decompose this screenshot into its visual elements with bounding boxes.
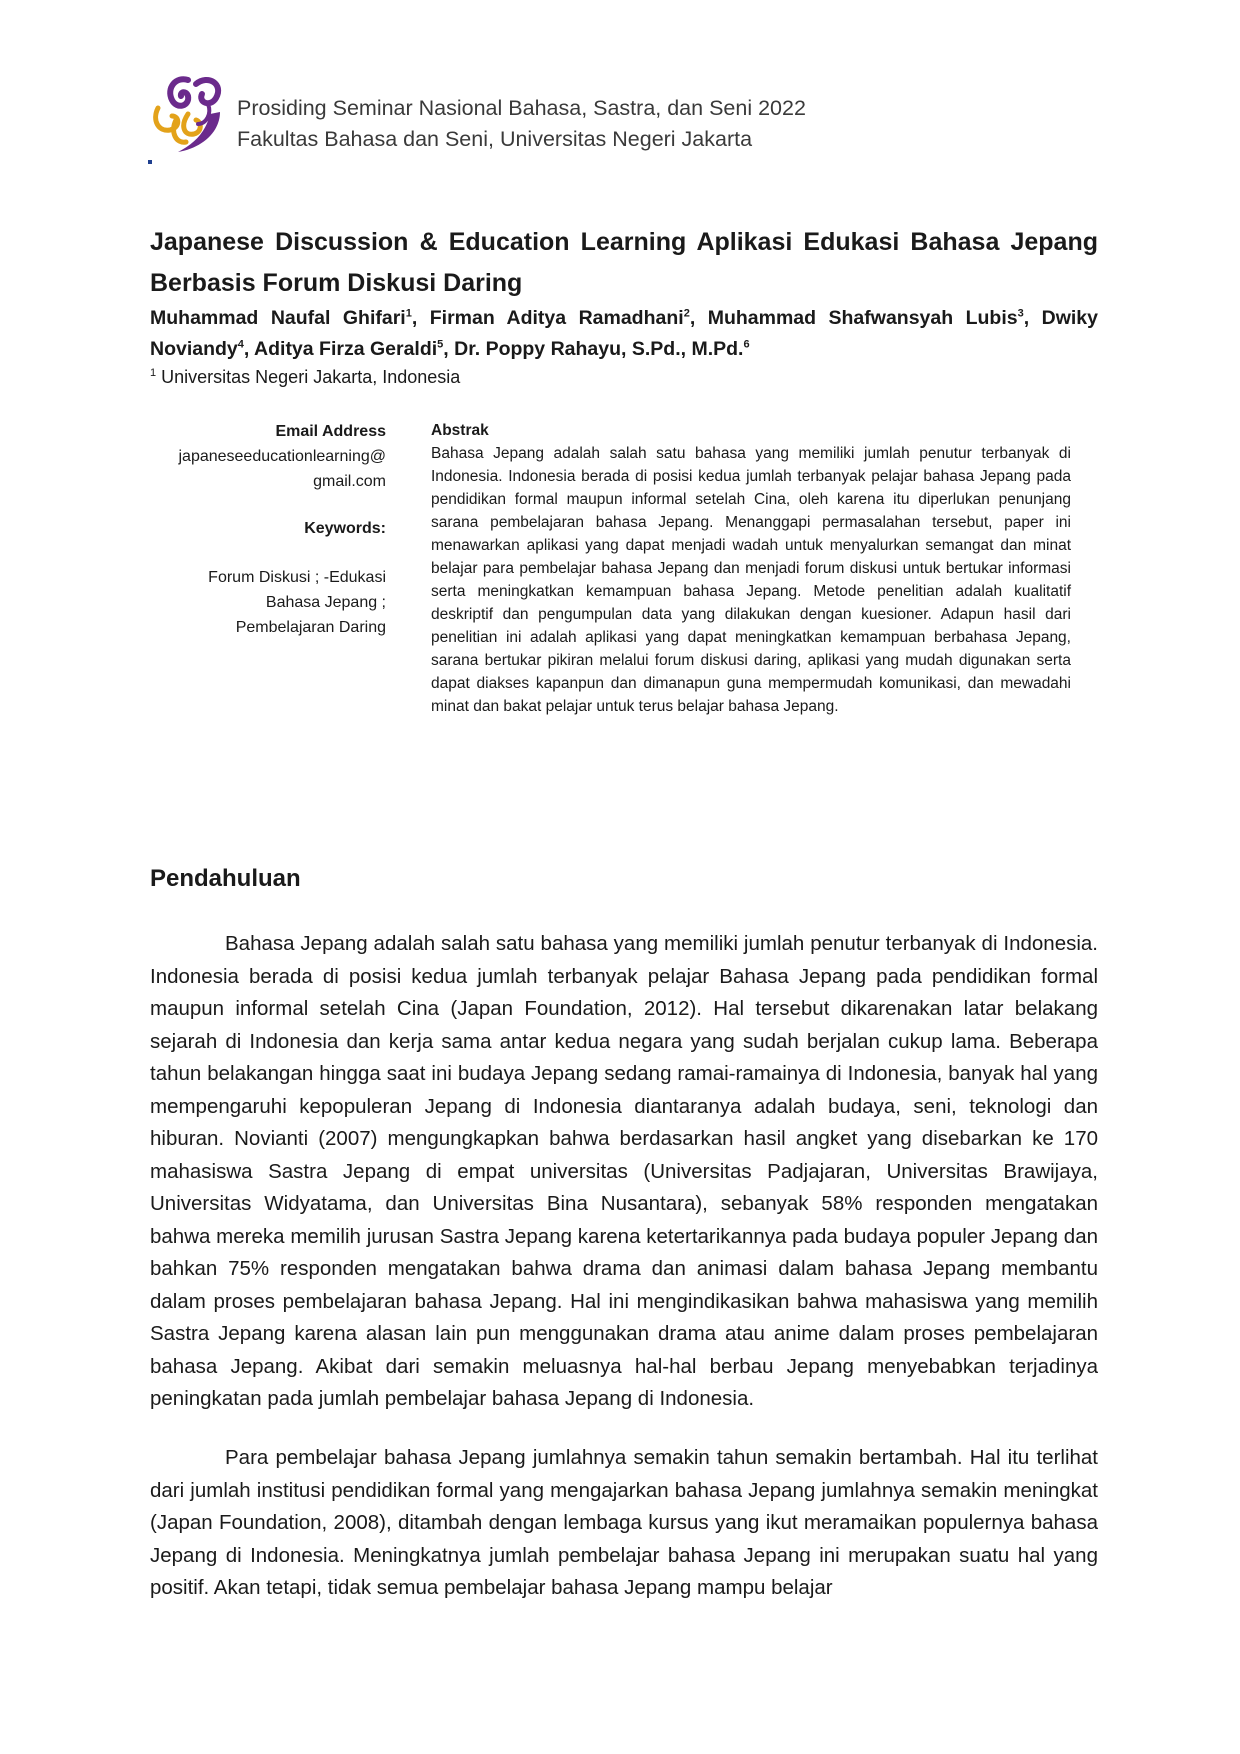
abstract-label: Abstrak	[431, 422, 489, 439]
paper-title: Japanese Discussion & Education Learning Aplikasi Edukasi Bahasa Jepang Berbasis Forum Diskusi Daring	[150, 228, 1098, 297]
email-label: Email Address	[275, 423, 386, 440]
affiliation-sup: 1	[150, 367, 157, 379]
author-name: Dr. Poppy Rahayu, S.Pd., M.Pd.	[454, 338, 744, 360]
keywords-line-2: Bahasa Jepang ;	[265, 594, 386, 611]
body-paragraph: Bahasa Jepang adalah salah satu bahasa yang memiliki jumlah penutur terbanyak di Indonesia. Indonesia berada di posisi kedua jumlah terbanyak pelajar Bahasa Jepang pada pendidikan formal maupun informal setelah Cina (Japan Foundation, 2012). Hal tersebut dikarenakan latar belakang sejarah di Indonesia dan kerja sama antar kedua negara yang sudah berjalan cukup lama. Beberapa tahun belakangan hingga saat ini budaya Jepang sedang ramai-ramainya di Indonesia, banyak hal yang mempengaruhi kepopuleran Jepang di Indonesia diantaranya adalah budaya, seni, teknologi dan hiburan. Novianti (2007) mengungkapkan bahwa berdasarkan hasil angket yang disebarkan ke 170 mahasiswa Sastra Jepang di empat universitas (Universitas Padjajaran, Universitas Brawijaya, Universitas Widyatama, dan Universitas Bina Nusantara), sebanyak 58% responden mengatakan bahwa mereka memilih jurusan Sastra Jepang karena ketertarikannya pada budaya populer Jepang dan bahkan 75% responden mengatakan bahwa drama dan animasi dalam bahasa Jepang membantu dalam proses pembelajaran bahasa Jepang. Hal ini mengindikasikan bahwa mahasiswa yang memilih Sastra Jepang karena alasan lain pun menggunakan drama atau anime dalam proses pembelajaran bahasa Jepang. Akibat dari semakin meluasnya hal-hal berbau Jepang menyebabkan terjadinya peningkatan pada jumlah pembelajar bahasa Jepang di Indonesia.	[150, 932, 1098, 1410]
email-line-2: gmail.com	[313, 473, 386, 490]
author-sup: 3	[1017, 307, 1024, 320]
header-marker	[148, 160, 152, 164]
author-name: Firman Aditya Ramadhani	[429, 307, 684, 329]
affiliation	[150, 365, 460, 389]
author-name: Aditya Firza Geraldi	[254, 338, 438, 360]
author-sup: 4	[237, 338, 244, 351]
abstract-text: Bahasa Jepang adalah salah satu bahasa yang memiliki jumlah penutur terbanyak di Indonesia. Indonesia berada di posisi kedua jumlah terbanyak pelajar bahasa Jepang pada pendidikan formal maupun informal setelah Cina, oleh karena itu diperlukan penunjang sarana pembelajaran bahasa Jepang. Menanggapi permasalahan tersebut, paper ini menawarkan aplikasi yang dapat menjadi wadah untuk menyalurkan semangat dan minat belajar para pembelajar bahasa Jepang dan menjadi forum diskusi untuk bertukar informasi serta meningkatkan kemampuan bahasa Jepang. Metode penelitian adalah kualitatif deskriptif dan pengumpulan data yang dilakukan dengan kuesioner. Adapun hasil dari penelitian ini adalah aplikasi yang dapat meningkatkan kemampuan berbahasa Jepang, sarana bertukar pikiran melalui forum diskusi daring, aplikasi yang mudah digunakan serta dapat diakses kapanpun dan dimanapun guna mempermudah komunikasi, dan mewadahi minat dan bakat pelajar untuk terus belajar bahasa Jepang.	[431, 445, 1071, 715]
author-sup: 2	[683, 307, 690, 320]
abstract-block	[431, 419, 1071, 718]
section-heading: Pendahuluan	[150, 865, 301, 892]
faculty-name: Fakultas Bahasa dan Seni, Universitas Negeri Jakarta	[237, 127, 753, 151]
keywords-line-3: Pembelajaran Daring	[235, 619, 386, 636]
proceedings-title: Prosiding Seminar Nasional Bahasa, Sastra, dan Seni 2022	[237, 96, 806, 120]
proceedings-header	[237, 93, 806, 155]
author-name: Muhammad Naufal Ghifari	[150, 307, 406, 329]
author-sup: 1	[405, 307, 412, 320]
author-list: Muhammad Naufal Ghifari$^1$, Firman Aditya Ramadhani$^2$, Muhammad Shafwansyah Lubis$^3$, Dwiky Noviandy$^4$, Aditya Firza Geraldi$^5$, Dr. Poppy Rahayu, S.Pd., M.Pd.$^6$	[150, 307, 1098, 360]
author-sup: 6	[743, 338, 750, 351]
seminar-logo-icon	[150, 74, 228, 156]
author-name: Muhammad Shafwansyah Lubis	[707, 307, 1018, 329]
author-name: Dwiky Noviandy	[150, 307, 1098, 360]
keywords-label: Keywords:	[304, 520, 386, 537]
article-info-sidebar	[150, 419, 386, 640]
author-sup: 5	[437, 338, 444, 351]
keywords-line-1: Forum Diskusi ; -Edukasi	[208, 569, 386, 586]
affiliation-text: Universitas Negeri Jakarta, Indonesia	[161, 367, 461, 387]
email-line-1: japaneseeducationlearning@	[178, 448, 386, 465]
body-paragraph: Para pembelajar bahasa Jepang jumlahnya semakin tahun semakin bertambah. Hal itu terlihat dari jumlah institusi pendidikan formal yang mengajarkan bahasa Jepang jumlahnya semakin meningkat (Japan Foundation, 2008), ditambah dengan lembaga kursus yang ikut meramaikan populernya bahasa Jepang di Indonesia. Meningkatnya jumlah pembelajar bahasa Jepang ini merupakan suatu hal yang positif. Akan tetapi, tidak semua pembelajar bahasa Jepang mampu belajar	[150, 1446, 1098, 1599]
